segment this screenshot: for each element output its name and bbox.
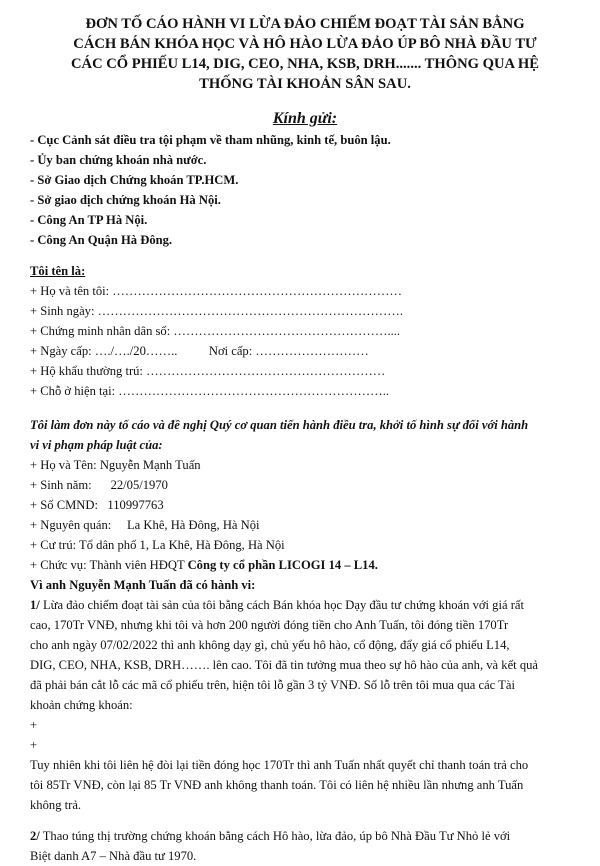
complainant-dob-field: + Sinh ngày: ………………………………………………………………. — [30, 304, 404, 318]
item-text: không trả. — [30, 798, 82, 812]
accused-id: + Số CMND: 110997763 — [30, 498, 164, 512]
complainant-issue-field: + Ngày cấp: …./…./20…….. Nơi cấp: ……………………… — [30, 344, 369, 358]
recipient-item: - Công An Quận Hà Đông. — [30, 233, 173, 247]
recipient-item: - Ủy ban chứng khoán nhà nước. — [30, 153, 207, 167]
title-line: CÁCH BÁN KHÓA HỌC VÀ HÔ HÀO LỪA ĐẢO ÚP BÔ NHÀ ĐẦU TƯ — [73, 36, 537, 52]
accused-details — [30, 455, 580, 575]
document-title — [30, 14, 580, 94]
item-text: khoản chứng khoán: — [30, 698, 133, 712]
complainant-name-field: + Họ và tên tôi: …………………………………………………………… — [30, 284, 402, 298]
item-text: cao, 170Tr VNĐ, nhưng khi tôi và hơn 200 người đóng tiền cho Anh Tuấn, tôi đóng tiền 170Tr — [30, 618, 509, 632]
item-text: + — [30, 718, 38, 732]
item-text: cho anh ngày 07/02/2022 thì anh không dạy gì, chủ yếu hô hào, cổ động, đẩy giá cổ phiếu L14, — [30, 638, 510, 652]
item-number: 1/ — [30, 598, 40, 612]
complainant-household-field: + Hộ khẩu thường trú: ………………………………………………… — [30, 364, 386, 378]
item-text: Lừa đảo chiếm đoạt tài sản của tôi bằng cách Bán khóa học Dạy đầu tư chứng khoán với giá rất — [39, 598, 524, 612]
item-text: đã phải bán cắt lỗ các mã cổ phiếu trên, hiện tôi lỗ gần 3 tỷ VNĐ. Số lỗ trên tôi mua qua các Tài — [30, 678, 515, 692]
item-text: Thao túng thị trường chứng khoán bằng cách Hô hào, lừa đảo, úp bô Nhà Đầu Tư Nhỏ lẻ với — [39, 829, 511, 843]
title-line: CÁC CỔ PHIẾU L14, DIG, CEO, NHA, KSB, DRH....... THÔNG QUA HỆ — [71, 56, 539, 72]
recipient-item: - Công An TP Hà Nội. — [30, 213, 148, 227]
request-line: vi vi phạm pháp luật của: — [30, 438, 163, 452]
violation-item-2 — [30, 826, 580, 866]
accused-position — [30, 555, 580, 575]
item-text: DIG, CEO, NHA, KSB, DRH……. lên cao. Tôi đã tin tưởng mua theo sự hô hào của anh, và kết quả — [30, 658, 539, 672]
accused-residence: + Cư trú: Tổ dân phố 1, La Khê, Hà Đông, Hà Nội — [30, 538, 285, 552]
item-text: + — [30, 738, 38, 752]
recipient-item: - Cục Cảnh sát điều tra tội phạm về tham nhũng, kinh tế, buôn lậu. — [30, 133, 391, 147]
complainant-fields — [30, 281, 580, 401]
title-line: ĐƠN TỐ CÁO HÀNH VI LỪA ĐẢO CHIẾM ĐOẠT TÀI SẢN BẰNG — [85, 16, 525, 32]
item-text: tôi 85Tr VNĐ, còn lại 85 Tr VNĐ anh không thanh toán. Tôi có liên hệ nhiều lần nhưng anh Tuấn — [30, 778, 524, 792]
request-line: Tôi làm đơn này tố cáo và đề nghị Quý cơ quan tiến hành điều tra, khởi tố hình sự đối với hành — [30, 418, 529, 432]
accused-company: Công ty cổ phần LICOGI 14 – L14. — [187, 558, 378, 572]
item-number: 2/ — [30, 829, 40, 843]
request-statement — [30, 415, 580, 455]
accused-hometown: + Nguyên quán: La Khê, Hà Đông, Hà Nội — [30, 518, 260, 532]
violations-heading: Vì anh Nguyễn Mạnh Tuấn đã có hành vi: — [30, 578, 256, 592]
accused-name: + Họ và Tên: Nguyễn Mạnh Tuấn — [30, 458, 201, 472]
complainant-id-field: + Chứng minh nhân dân số: …………………………………………….... — [30, 324, 401, 338]
complainant-address-field: + Chỗ ở hiện tại: ……………………………………………………….. — [30, 384, 390, 398]
violation-item-1 — [30, 595, 580, 815]
accused-position-label: + Chức vụ: Thành viên HĐQT — [30, 558, 188, 572]
item-text: Tuy nhiên khi tôi liên hệ đòi lại tiền đóng học 170Tr thì anh Tuấn nhất quyết chỉ thanh toán trả cho — [30, 758, 529, 772]
accused-dob: + Sinh năm: 22/05/1970 — [30, 478, 168, 492]
recipient-item: - Sở giao dịch chứng khoán Hà Nội. — [30, 193, 221, 207]
item-text: Biệt danh A7 – Nhà đầu tư 1970. — [30, 849, 197, 863]
my-name-heading: Tôi tên là: — [30, 264, 86, 278]
recipient-item: - Sở Giao dịch Chứng khoán TP.HCM. — [30, 173, 239, 187]
title-line: THỐNG TÀI KHOẢN SÂN SAU. — [199, 76, 411, 92]
recipient-list — [30, 130, 580, 250]
salutation-heading: Kính gửi: — [272, 110, 338, 127]
